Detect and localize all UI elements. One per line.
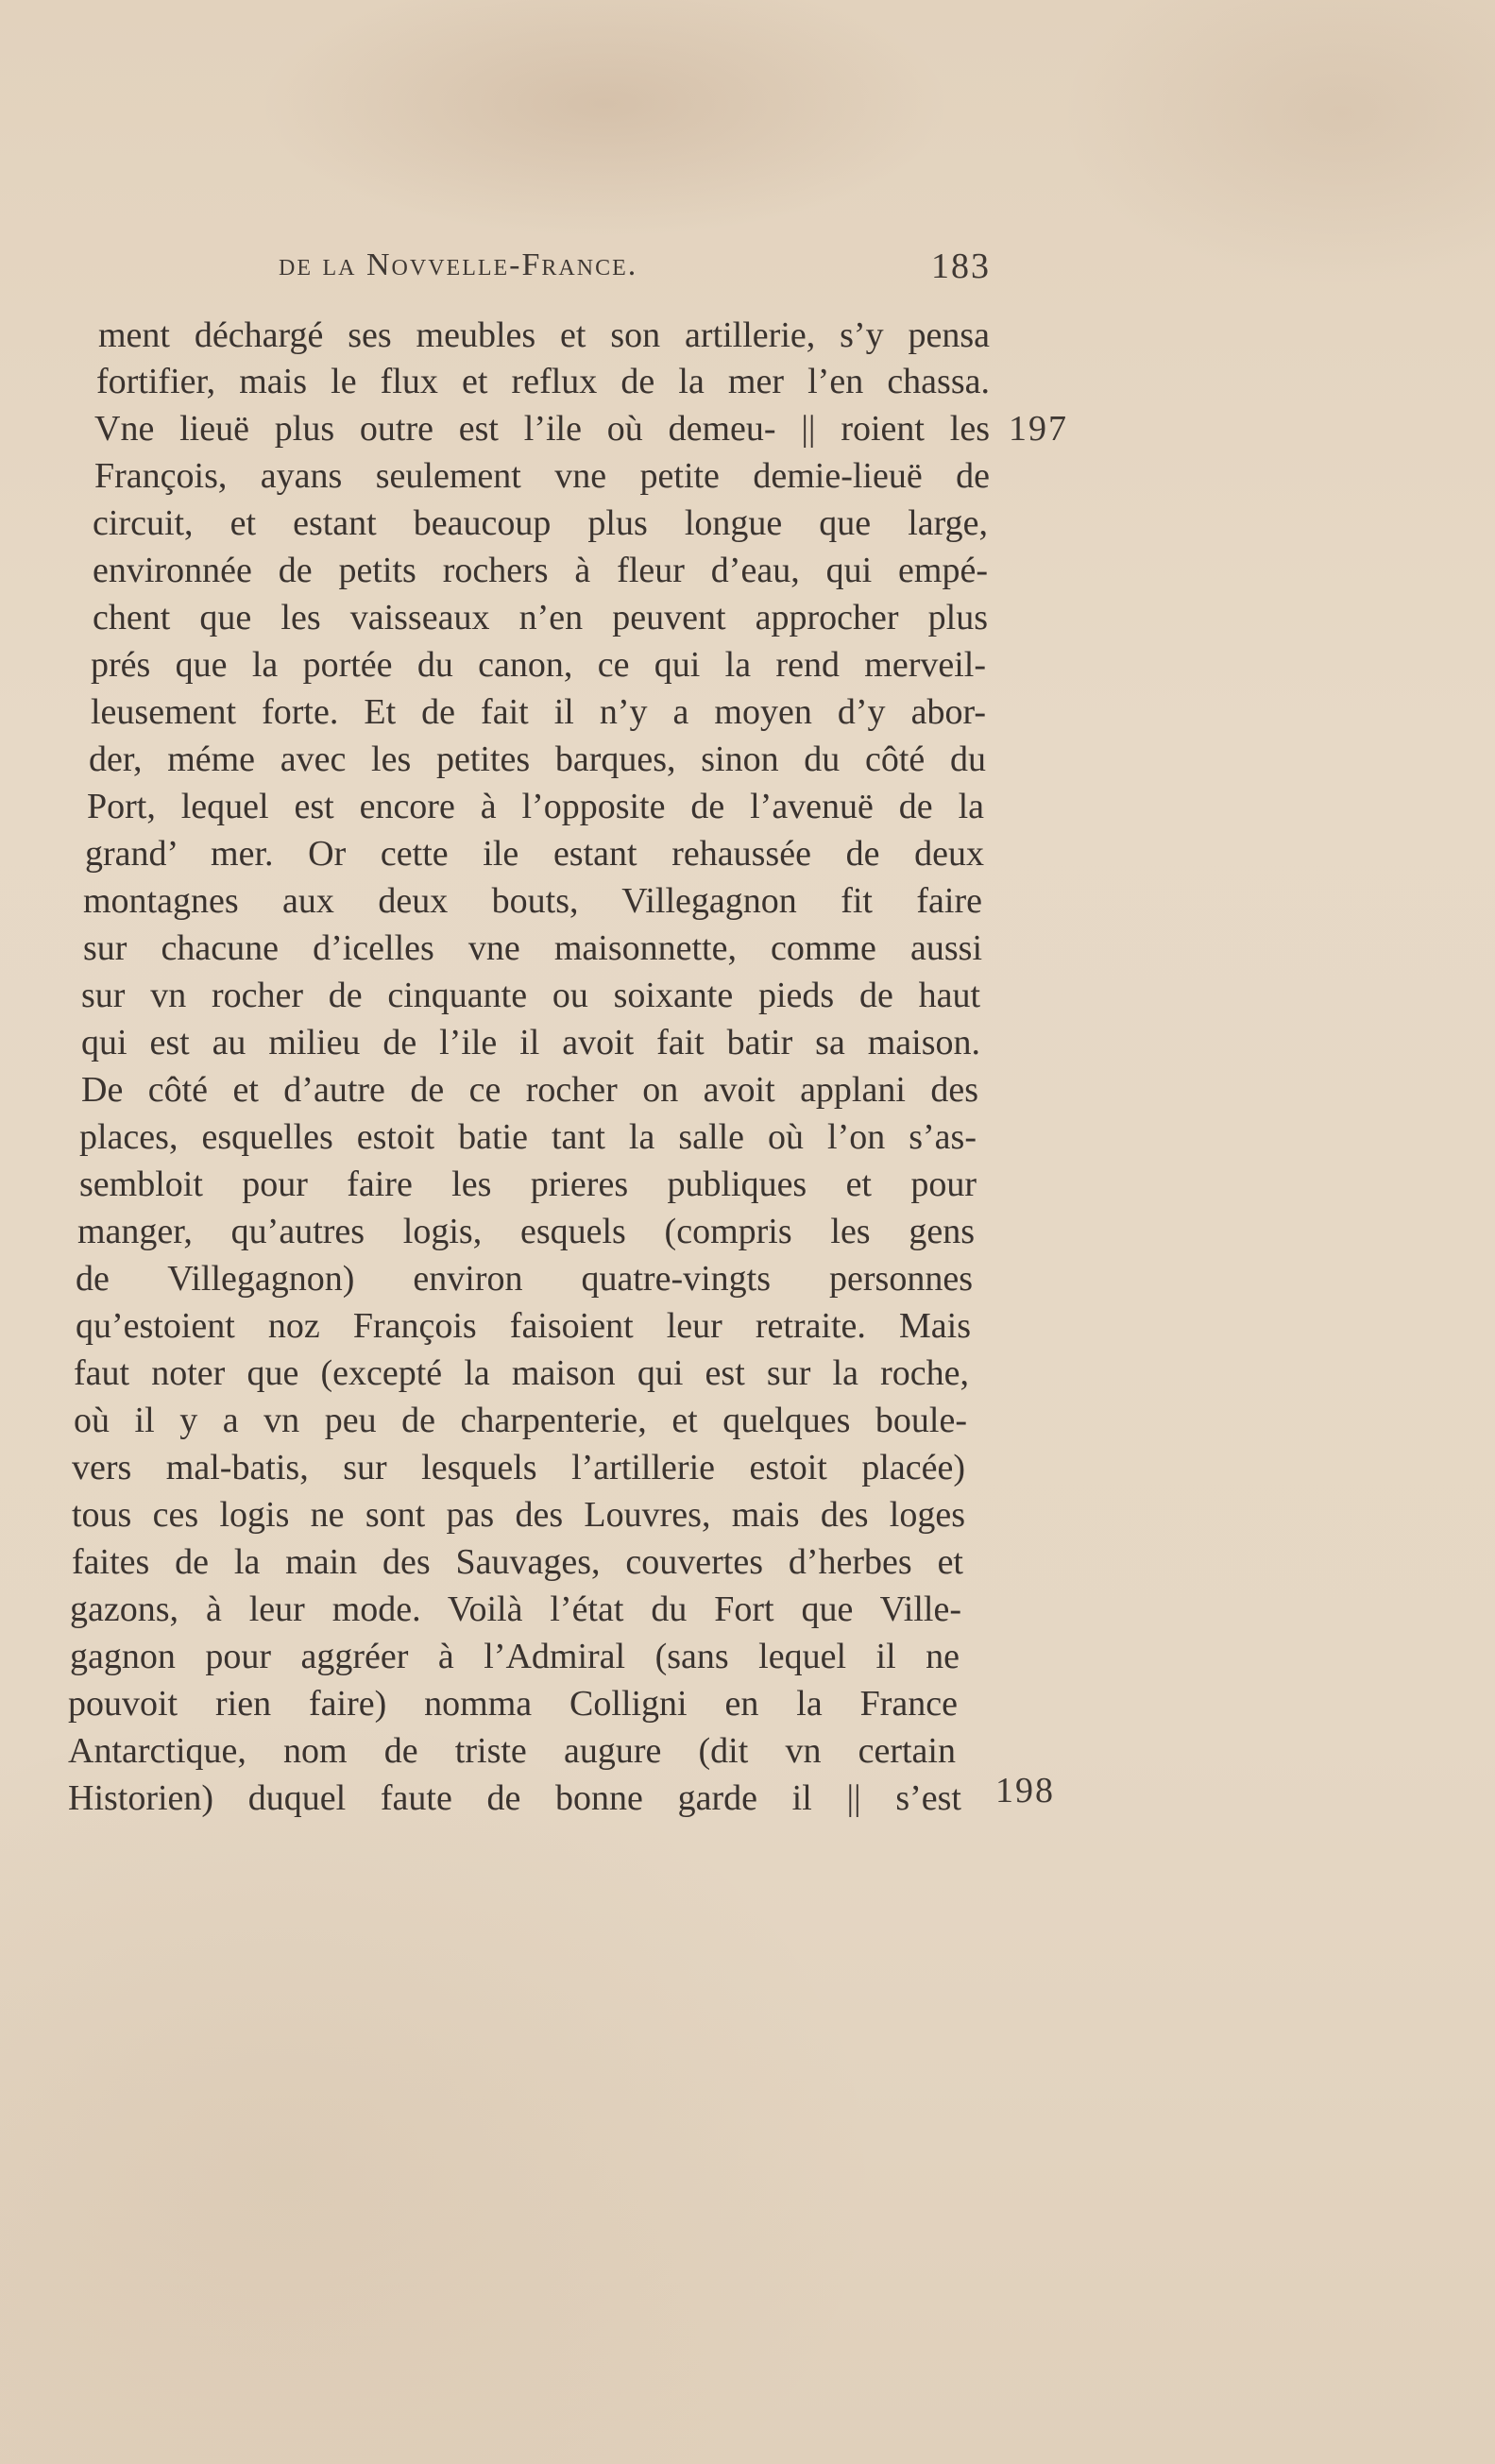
text-line: gagnon pour aggréer à l’Admiral (sans lequel il ne — [70, 1637, 960, 1676]
text-line: Historien) duquel faute de bonne garde il || s’est — [68, 1778, 961, 1818]
running-title: de la Novvelle-France. — [279, 247, 638, 282]
text-line: qu’estoient noz François faisoient leur retraite. Mais — [76, 1306, 971, 1346]
text-line: vers mal-batis, sur lesquels l’artillerie estoit placée) — [72, 1448, 965, 1487]
text-line: environnée de petits rochers à fleur d’eau, qui empé- — [93, 551, 988, 590]
text-line: sur vn rocher de cinquante ou soixante pieds de haut — [81, 976, 980, 1015]
text-line: De côté et d’autre de ce rocher on avoit applani des — [81, 1070, 978, 1110]
text-line: leusement forte. Et de fait il n’y a moyen d’y abor- — [91, 692, 986, 732]
text-line: François, ayans seulement vne petite demie-lieuë de — [94, 456, 990, 496]
text-line: qui est au milieu de l’ile il avoit fait batir sa maison. — [81, 1023, 980, 1062]
text-line: grand’ mer. Or cette ile estant rehaussée de deux — [85, 834, 984, 874]
text-line: de Villegagnon) environ quatre-vingts personnes — [76, 1259, 973, 1299]
text-line: tous ces logis ne sont pas des Louvres, mais des loges — [72, 1495, 965, 1535]
text-line: circuit, et estant beaucoup plus longue que large, — [93, 503, 988, 543]
page-number: 183 — [931, 246, 991, 286]
text-line: fortifier, mais le flux et reflux de la mer l’en chassa. — [96, 362, 990, 401]
text-line: où il y a vn peu de charpenterie, et quelques boule- — [74, 1401, 967, 1440]
text-line: places, esquelles estoit batie tant la salle où l’on s’as- — [79, 1117, 977, 1157]
text-line: Antarctique, nom de triste augure (dit vn certain — [68, 1731, 956, 1771]
text-line: faut noter que (excepté la maison qui est sur la roche, — [74, 1353, 969, 1393]
text-line: gazons, à leur mode. Voilà l’état du Fort que Ville- — [70, 1589, 961, 1629]
text-line: montagnes aux deux bouts, Villegagnon fit faire — [83, 881, 982, 921]
text-line: prés que la portée du canon, ce qui la rend merveil- — [91, 645, 986, 685]
text-line: manger, qu’autres logis, esquels (compris les gens — [77, 1212, 975, 1251]
text-line: faites de la main des Sauvages, couvertes d’herbes et — [72, 1542, 963, 1582]
text-line: chent que les vaisseaux n’en peuvent approcher plus — [93, 598, 988, 637]
text-line: sur chacune d’icelles vne maisonnette, comme aussi — [83, 928, 982, 968]
margin-page-marker: 198 — [995, 1771, 1055, 1810]
text-line: Vne lieuë plus outre est l’ile où demeu- || roient les — [94, 409, 990, 449]
margin-page-marker: 197 — [1009, 409, 1068, 449]
text-line: pouvoit rien faire) nomma Colligni en la France — [68, 1684, 958, 1724]
text-line: ment déchargé ses meubles et son artillerie, s’y pensa — [98, 315, 990, 355]
text-line: der, méme avec les petites barques, sinon du côté du — [89, 739, 986, 779]
running-head — [0, 247, 1495, 295]
text-line: Port, lequel est encore à l’opposite de l’avenuë de la — [87, 787, 984, 826]
text-line: sembloit pour faire les prieres publiques et pour — [79, 1164, 977, 1204]
